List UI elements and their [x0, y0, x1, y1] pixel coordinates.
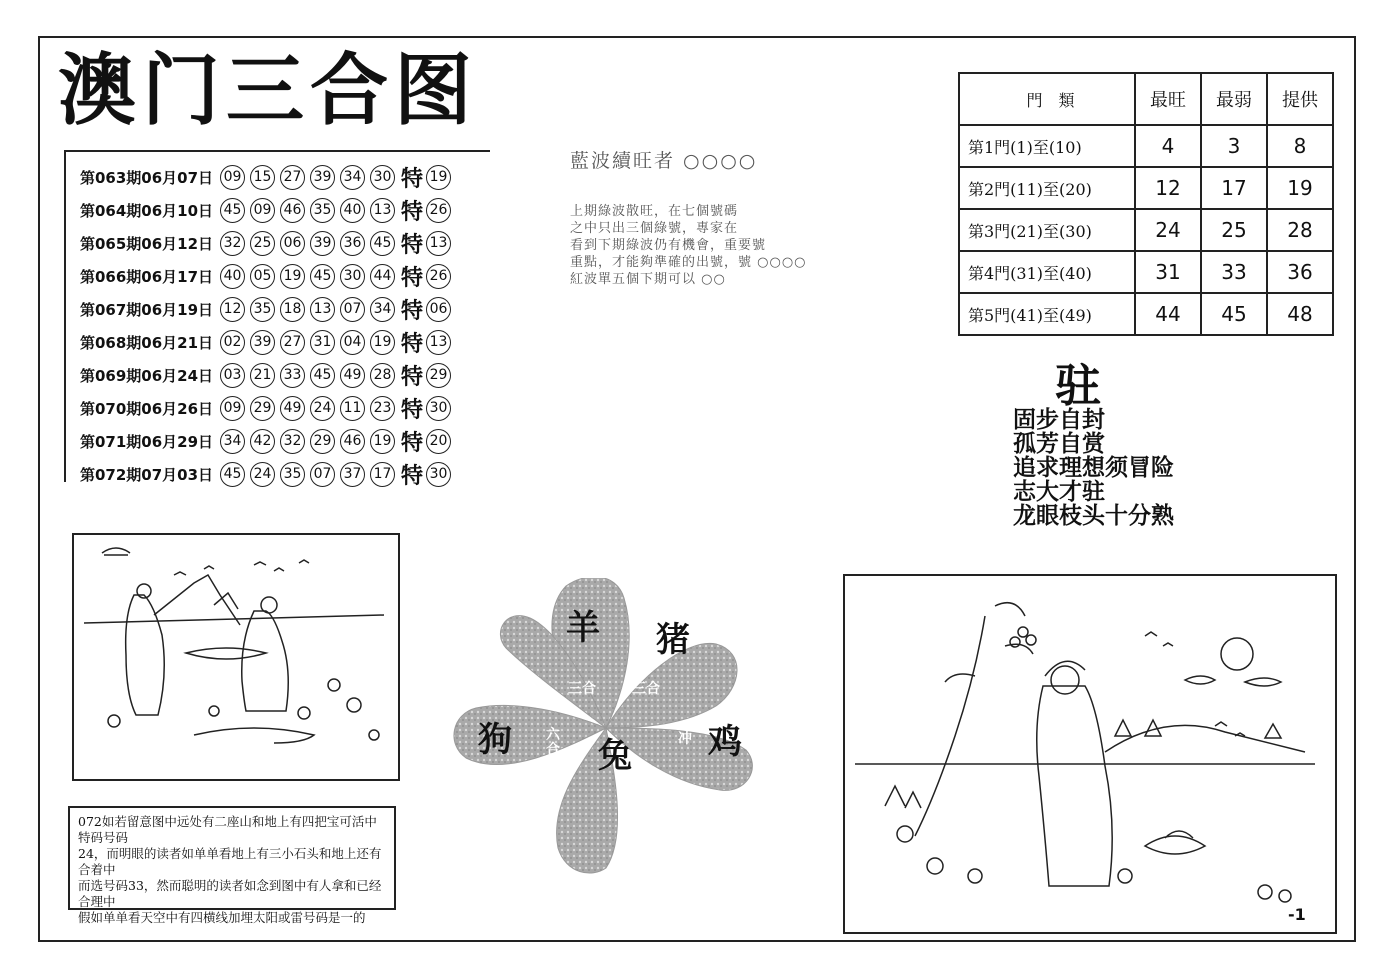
number-ball: 39 — [310, 165, 335, 190]
number-ball: 18 — [280, 297, 305, 322]
table-header-cell: 最旺 — [1135, 73, 1201, 125]
number-ball: 45 — [370, 231, 395, 256]
table-row — [959, 209, 1333, 251]
draw-date-label: 第066期06月17日 — [80, 267, 214, 286]
number-ball: 42 — [250, 429, 275, 454]
special-number-ball: 19 — [426, 165, 451, 190]
sanhe-label-left: 三合 — [568, 681, 596, 697]
special-label: 特 — [401, 430, 424, 456]
special-label: 特 — [401, 331, 424, 357]
number-ball: 07 — [310, 462, 335, 487]
sun-icon — [102, 548, 130, 553]
table-cell: 31 — [1135, 251, 1201, 293]
number-ball: 45 — [220, 462, 245, 487]
number-ball: 36 — [340, 231, 365, 256]
door-label: 第2門(11)至(20) — [959, 167, 1135, 209]
note-line: 假如单单看天空中有四横线加埋太阳或雷号码是一的 — [78, 910, 366, 925]
table-cell: 3 — [1201, 125, 1267, 167]
scholar-figure-left — [126, 595, 165, 715]
number-ball: 39 — [310, 231, 335, 256]
number-ball: 29 — [250, 396, 275, 421]
zodiac-dog: 狗 — [478, 720, 512, 760]
door-label: 第5門(41)至(49) — [959, 293, 1135, 335]
scholars-illustration — [72, 533, 400, 781]
number-ball: 24 — [310, 396, 335, 421]
number-ball: 29 — [310, 429, 335, 454]
draw-row — [80, 294, 456, 324]
table-cell: 45 — [1201, 293, 1267, 335]
number-ball: 30 — [370, 165, 395, 190]
draw-date-label: 第070期06月26日 — [80, 399, 214, 418]
moon-icon — [1221, 638, 1253, 670]
number-ball: 45 — [310, 363, 335, 388]
number-ball: 19 — [370, 330, 395, 355]
number-ball: 40 — [220, 264, 245, 289]
table-header-row — [959, 73, 1333, 125]
table-row — [959, 293, 1333, 335]
table-cell: 28 — [1267, 209, 1333, 251]
number-ball: 46 — [340, 429, 365, 454]
longan-branch — [915, 616, 985, 836]
wave-analysis-line: 重點，才能夠準確的出號，號 ○○○○ — [570, 255, 807, 270]
draw-date-label: 第072期07月03日 — [80, 465, 214, 484]
sanhe-label-right: 三合 — [632, 681, 660, 697]
zhu-character: 驻 — [1055, 359, 1101, 413]
table-cell: 48 — [1267, 293, 1333, 335]
draw-date-label: 第069期06月24日 — [80, 366, 214, 385]
number-ball: 27 — [280, 165, 305, 190]
number-ball: 32 — [280, 429, 305, 454]
special-number-ball: 26 — [426, 198, 451, 223]
number-ball: 34 — [220, 429, 245, 454]
special-number-ball: 29 — [426, 363, 451, 388]
zodiac-sheep: 羊 — [566, 608, 600, 648]
number-ball: 33 — [280, 363, 305, 388]
table-header-cell: 提供 — [1267, 73, 1333, 125]
boat-icon — [186, 648, 266, 659]
zodiac-pig: 猪 — [656, 620, 690, 660]
poem-line: 孤芳自赏 — [1013, 431, 1105, 457]
table-cell: 19 — [1267, 167, 1333, 209]
number-ball: 34 — [370, 297, 395, 322]
number-ball: 46 — [280, 198, 305, 223]
special-number-ball: 30 — [426, 396, 451, 421]
number-ball: 30 — [340, 264, 365, 289]
number-ball: 04 — [340, 330, 365, 355]
note-line: 而选号码33，然而聪明的读者如念到图中有人拿和已经合理中 — [78, 878, 382, 909]
draw-date-label: 第071期06月29日 — [80, 432, 214, 451]
special-label: 特 — [401, 364, 424, 390]
draw-date-label: 第064期06月10日 — [80, 201, 214, 220]
special-label: 特 — [401, 166, 424, 192]
number-ball: 19 — [370, 429, 395, 454]
number-ball: 23 — [370, 396, 395, 421]
number-ball: 05 — [250, 264, 275, 289]
number-ball: 49 — [280, 396, 305, 421]
draw-row — [80, 195, 456, 225]
zodiac-rabbit: 兔 — [598, 736, 632, 776]
poem-line: 龙眼枝头十分熟 — [1013, 503, 1174, 529]
table-row — [959, 125, 1333, 167]
number-ball: 39 — [250, 330, 275, 355]
number-ball: 02 — [220, 330, 245, 355]
poem-line: 志大才驻 — [1013, 479, 1105, 505]
special-label: 特 — [401, 298, 424, 324]
draw-row — [80, 360, 456, 390]
lady-illustration — [843, 574, 1337, 934]
number-ball: 13 — [370, 198, 395, 223]
number-ball: 07 — [340, 297, 365, 322]
scholars-drawing — [74, 535, 398, 779]
table-cell: 33 — [1201, 251, 1267, 293]
wave-analysis-line: 紅波單五個下期可以 ○○ — [570, 272, 726, 287]
table-cell: 17 — [1201, 167, 1267, 209]
number-ball: 27 — [280, 330, 305, 355]
number-ball: 09 — [220, 396, 245, 421]
special-label: 特 — [401, 463, 424, 489]
riddle-note-box — [68, 806, 396, 925]
special-number-ball: 30 — [426, 462, 451, 487]
liuhe-label: 六合 — [546, 727, 560, 758]
note-line: 072如若留意图中远处有二座山和地上有四把宝可活中特码号码 — [78, 814, 377, 845]
draw-row — [80, 261, 456, 291]
poem-line: 追求理想须冒险 — [1013, 455, 1174, 481]
table-row — [959, 167, 1333, 209]
number-ball: 24 — [250, 462, 275, 487]
number-ball: 35 — [310, 198, 335, 223]
door-label: 第4門(31)至(40) — [959, 251, 1135, 293]
number-ball: 35 — [250, 297, 275, 322]
special-number-ball: 26 — [426, 264, 451, 289]
wave-analysis-line: 之中只出三個綠號，專家在 — [570, 221, 739, 236]
scholar-figure-right — [242, 611, 289, 711]
table-header-cell: 最弱 — [1201, 73, 1267, 125]
number-ball: 45 — [310, 264, 335, 289]
special-number-ball: 20 — [426, 429, 451, 454]
special-label: 特 — [401, 199, 424, 225]
wave-analysis-line: 看到下期綠波仍有機會，重要號 — [570, 238, 767, 253]
draw-row — [80, 327, 456, 357]
draw-date-label: 第065期06月12日 — [80, 234, 214, 253]
special-label: 特 — [401, 397, 424, 423]
table-cell: 44 — [1135, 293, 1201, 335]
number-ball: 19 — [280, 264, 305, 289]
poem-line: 固步自封 — [1013, 407, 1105, 433]
special-number-ball: 06 — [426, 297, 451, 322]
draw-date-label: 第063期06月07日 — [80, 168, 214, 187]
number-ball: 40 — [340, 198, 365, 223]
draw-row — [80, 162, 456, 192]
page-title: 澳门三合图 — [58, 45, 479, 136]
note-line: 24，而明眼的读者如单单看地上有三小石头和地上还有合着中 — [78, 846, 382, 877]
number-ball: 21 — [250, 363, 275, 388]
number-ball: 13 — [310, 297, 335, 322]
zodiac-flower — [446, 578, 766, 878]
table-cell: 25 — [1201, 209, 1267, 251]
lady-figure — [1037, 686, 1112, 886]
number-ball: 17 — [370, 462, 395, 487]
number-ball: 15 — [250, 165, 275, 190]
number-ball: 25 — [250, 231, 275, 256]
table-cell: 12 — [1135, 167, 1201, 209]
number-ball: 44 — [370, 264, 395, 289]
table-cell: 4 — [1135, 125, 1201, 167]
zodiac-rooster: 鸡 — [708, 722, 742, 762]
door-label: 第3門(21)至(30) — [959, 209, 1135, 251]
number-ball: 09 — [250, 198, 275, 223]
number-ball: 32 — [220, 231, 245, 256]
special-label: 特 — [401, 265, 424, 291]
draw-row — [80, 393, 456, 423]
number-ball: 35 — [280, 462, 305, 487]
number-ball: 31 — [310, 330, 335, 355]
wave-analysis-line: 上期綠波散旺，在七個號碼 — [570, 204, 739, 219]
riddle-poem — [1013, 408, 1174, 528]
special-number-ball: 13 — [426, 231, 451, 256]
table-cell: 24 — [1135, 209, 1201, 251]
number-ball: 12 — [220, 297, 245, 322]
number-ball: 34 — [340, 165, 365, 190]
draw-row — [80, 228, 456, 258]
draw-results-list — [64, 150, 490, 489]
draw-row — [80, 459, 456, 489]
table-row — [959, 251, 1333, 293]
special-label: 特 — [401, 232, 424, 258]
draw-date-label: 第067期06月19日 — [80, 300, 214, 319]
table-cell: 36 — [1267, 251, 1333, 293]
door-stats-table — [958, 72, 1334, 336]
wave-analysis-text — [570, 146, 870, 316]
table-header-cell: 門 類 — [959, 73, 1135, 125]
page-number-mark: -1 — [1288, 905, 1306, 924]
number-ball: 03 — [220, 363, 245, 388]
chong-label: 冲 — [678, 731, 692, 747]
number-ball: 37 — [340, 462, 365, 487]
number-ball: 09 — [220, 165, 245, 190]
lady-drawing — [845, 576, 1335, 932]
draw-date-label: 第068期06月21日 — [80, 333, 214, 352]
number-ball: 28 — [370, 363, 395, 388]
number-ball: 45 — [220, 198, 245, 223]
special-number-ball: 13 — [426, 330, 451, 355]
wave-analysis-heading: 藍波續旺者 ○○○○ — [570, 150, 758, 172]
draw-row — [80, 426, 456, 456]
mountain-icon — [154, 575, 240, 625]
door-label: 第1門(1)至(10) — [959, 125, 1135, 167]
table-cell: 8 — [1267, 125, 1333, 167]
number-ball: 11 — [340, 396, 365, 421]
number-ball: 49 — [340, 363, 365, 388]
number-ball: 06 — [280, 231, 305, 256]
